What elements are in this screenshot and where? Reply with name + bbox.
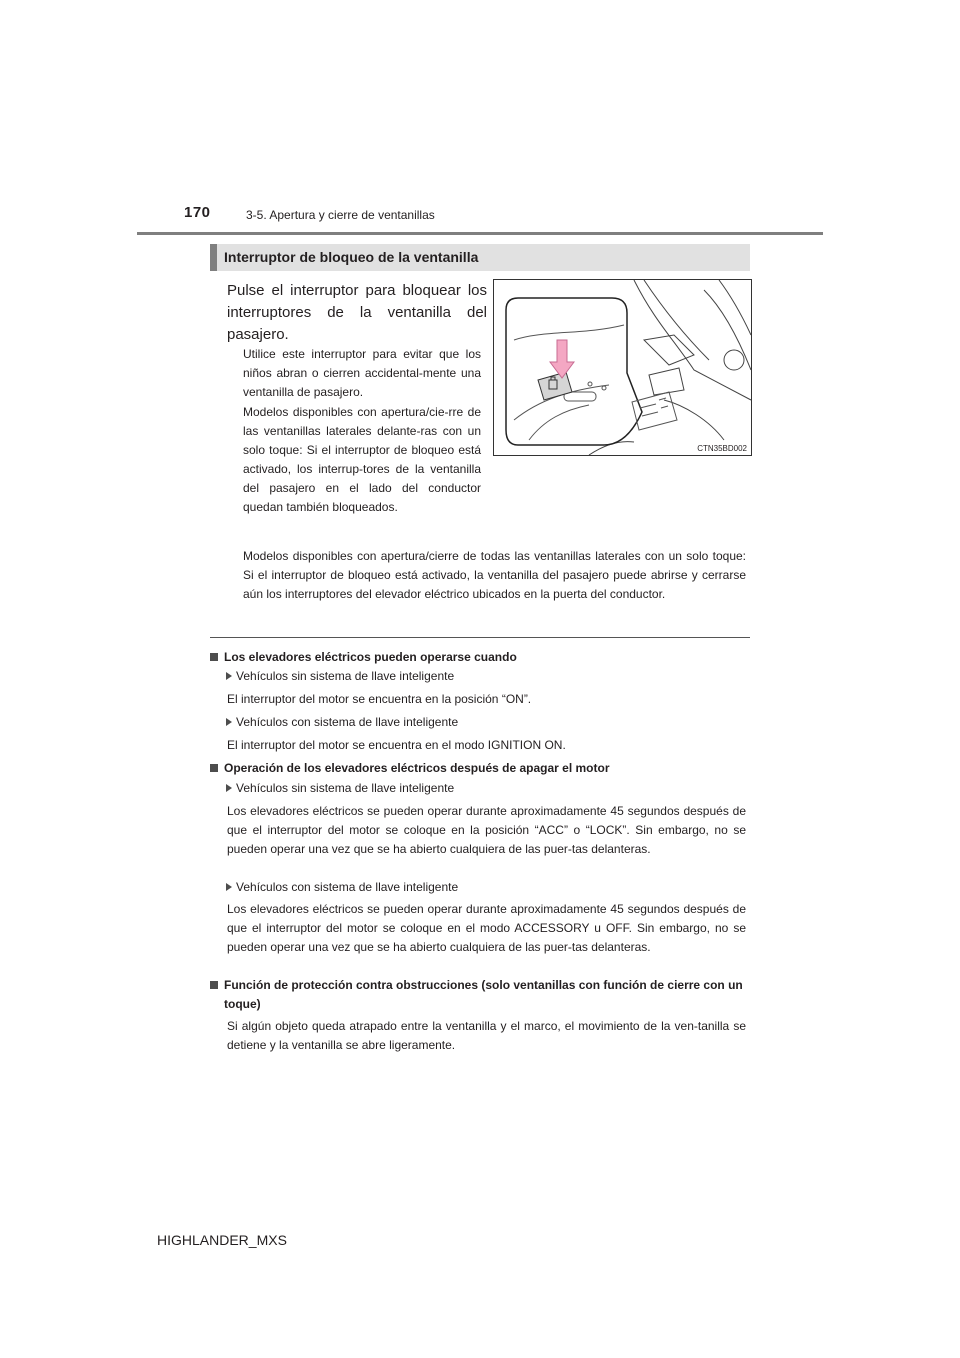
note-paragraph: Modelos disponibles con apertura/cie-rre de las ventanillas laterales delante-ras con un solo toque: Si el interruptor de bloqueo está activado, los interrup-tores de la ventanilla del pasajero en el lado del conductor quedan también bloqueados. [243, 405, 481, 514]
square-bullet-icon [210, 981, 218, 989]
list-item [226, 667, 454, 686]
square-bullet-icon [210, 653, 218, 661]
note-heading [210, 976, 764, 1014]
list-item [226, 779, 454, 798]
triangle-bullet-icon [226, 718, 232, 726]
note-heading-text: Los elevadores eléctricos pueden operarse cuando [224, 650, 517, 664]
header-divider [137, 232, 823, 235]
door-panel-drawing [494, 280, 751, 455]
subsection-header [210, 244, 750, 271]
subsection-title: Interruptor de bloqueo de la ventanilla [224, 249, 479, 265]
body-paragraph: Los elevadores eléctricos se pueden operar durante aproximadamente 45 segundos después de que el interruptor del motor se coloque en el modo ACCESSORY u OFF. Sin embargo, no se pueden operar una vez que se ha abierto cualquiera de las puer-tas delanteras. [227, 902, 746, 954]
triangle-bullet-icon [226, 883, 232, 891]
body-paragraph: El interruptor del motor se encuentra en el modo IGNITION ON. [227, 738, 566, 752]
page-number: 170 [184, 204, 211, 221]
note-heading-text: Operación de los elevadores eléctricos después de apagar el motor [224, 761, 610, 775]
list-item-text: Vehículos con sistema de llave inteligente [236, 715, 459, 729]
list-item-text: Vehículos sin sistema de llave inteligente [236, 781, 455, 795]
list-item-text: Vehículos sin sistema de llave inteligente [236, 669, 455, 683]
note-heading-text: Función de protección contra obstrucciones (solo ventanillas con función de cierre con un toque) [224, 978, 743, 1011]
body-paragraph: El interruptor del motor se encuentra en la posición “ON”. [227, 692, 532, 706]
window-lock-switch-illustration [493, 279, 752, 456]
list-item [226, 713, 458, 732]
footer-model: HIGHLANDER_MXS [157, 1232, 287, 1248]
note-heading [210, 759, 750, 778]
body-paragraph: Los elevadores eléctricos se pueden operar durante aproximadamente 45 segundos después de que el interruptor del motor se coloque en la posición “ACC” o “LOCK”. Sin embargo, no se pueden operar una vez que se ha abierto cualquiera de las puer-tas delanteras. [227, 804, 746, 856]
triangle-bullet-icon [226, 784, 232, 792]
body-paragraph: Si algún objeto queda atrapado entre la ventanilla y el marco, el movimiento de la ven-tanilla se detiene y la ventanilla se abre ligeramente. [227, 1019, 746, 1052]
list-item-text: Vehículos con sistema de llave inteligente [236, 880, 459, 894]
note-paragraph: Utilice este interruptor para evitar que los niños abran o cierren accidental-mente una ventanilla de pasajero. [243, 347, 481, 399]
notes-divider [210, 637, 750, 638]
square-bullet-icon [210, 764, 218, 772]
note-heading [210, 648, 750, 667]
list-item [226, 878, 458, 897]
subsection-accent [210, 244, 217, 271]
triangle-bullet-icon [226, 672, 232, 680]
note-paragraph: Modelos disponibles con apertura/cierre de todas las ventanillas laterales con un solo toque: Si el interruptor de bloqueo está activado, la ventanilla del pasajero puede abrirse y cerrarse aún los interruptores del elevador eléctrico ubicados en la puerta del conductor. [243, 549, 746, 601]
lead-paragraph: Pulse el interruptor para bloquear los interruptores de la ventanilla del pasajero. [227, 282, 487, 343]
section-title: 3-5. Apertura y cierre de ventanillas [246, 208, 435, 222]
illustration-code: CTN35BD002 [697, 444, 747, 453]
